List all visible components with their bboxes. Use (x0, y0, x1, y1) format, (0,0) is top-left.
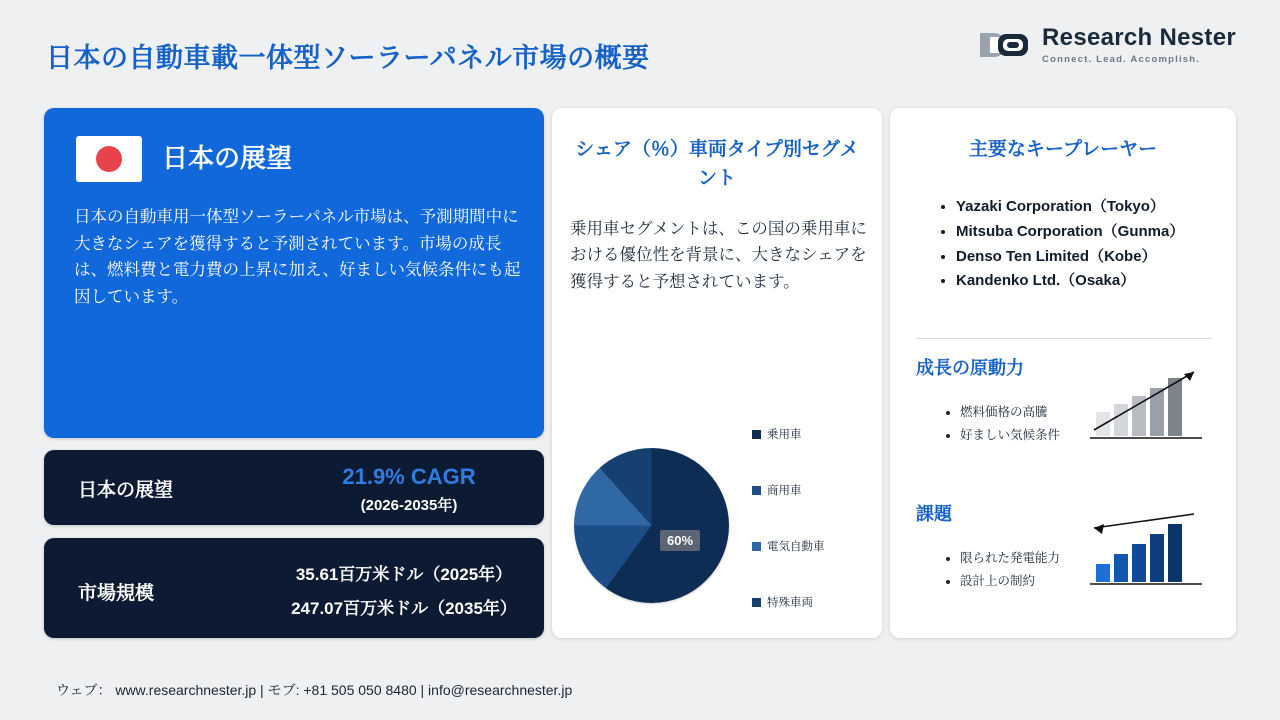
list-item: • 限られた発電能力 (960, 550, 1110, 567)
pie-graphic (574, 448, 729, 603)
list-item: • Mitsuba Corporation（Gunma） (956, 221, 1256, 243)
legend-item (752, 482, 825, 498)
challenges-title: 課題 (916, 504, 952, 524)
legend-label: 商用車 (767, 485, 802, 497)
brand-logo (976, 26, 1236, 65)
cagr-value: 21.9% CAGR (342, 464, 476, 489)
share-title: シェア（％）車両タイプ別セグメント (575, 139, 859, 189)
legend-swatch (752, 430, 761, 439)
challenges-list (920, 550, 1110, 596)
logo-name: Research Nester (1042, 24, 1236, 51)
list-item: • Denso Ten Limited（Kobe） (956, 246, 1256, 268)
list-item: • Kandenko Ltd.（Osaka） (956, 270, 1256, 292)
growth-drivers-title: 成長の原動力 (916, 358, 1024, 378)
outlook-heading: 日本の展望 (162, 143, 293, 173)
logo-tagline: Connect. Lead. Accomplish. (1042, 54, 1201, 65)
divider (916, 338, 1212, 339)
japan-outlook-card (44, 108, 544, 438)
share-segment-card (552, 108, 882, 638)
footer-contact: ウェブ： www.researchnester.jp | モブ: +81 505 050 8480 | info@researchnester.jp (56, 682, 573, 698)
legend-item (752, 426, 825, 442)
vehicle-type-pie-chart (552, 408, 882, 628)
key-players-list (916, 196, 1256, 295)
logo-mark-icon (976, 27, 1032, 63)
legend-swatch (752, 542, 761, 551)
list-item: • Yazaki Corporation（Tokyo） (956, 196, 1256, 218)
share-body: 乗用車セグメントは、この国の乗用車における優位性を背景に、大きなシェアを獲得すると予想されています。 (570, 220, 867, 291)
outlook-body: 日本の自動車用一体型ソーラーパネル市場は、予測期間中に大きなシェアを獲得すると予測されています。市場の成長は、燃料費と電力費の上昇に加え、好ましい気候条件にも起因しています。 (74, 208, 521, 307)
market-size-2025: 35.61百万米ドル（2025年） (295, 565, 513, 584)
legend-label: 乗用車 (767, 429, 802, 441)
legend-label: 電気自動車 (767, 541, 825, 553)
challenges-bar-icon (1090, 512, 1208, 592)
japan-flag-icon (76, 136, 142, 182)
list-item: • 好ましい気候条件 (960, 427, 1110, 444)
legend-item (752, 594, 825, 610)
market-size-label: 市場規模 (78, 583, 155, 604)
list-item: • 燃料価格の高騰 (960, 404, 1110, 421)
key-players-title: 主要なキープレーヤー (968, 139, 1158, 160)
cagr-card-label: 日本の展望 (78, 480, 174, 501)
page-title: 日本の自動車載一体型ソーラーパネル市場の概要 (46, 43, 650, 73)
cagr-card (44, 450, 544, 525)
market-size-2035: 247.07百万米ドル（2035年） (291, 599, 517, 618)
legend-swatch (752, 598, 761, 607)
growth-drivers-bar-icon (1090, 366, 1208, 446)
legend-swatch (752, 486, 761, 495)
list-item: • 設計上の制約 (960, 573, 1110, 590)
legend-item (752, 538, 825, 554)
key-players-card (890, 108, 1236, 638)
legend-label: 特殊車両 (767, 597, 813, 609)
growth-drivers-list (920, 404, 1110, 450)
pie-slice-label: 60% (660, 530, 700, 551)
market-size-card (44, 538, 544, 638)
pie-legend (752, 426, 825, 650)
cagr-years: (2026-2035年) (360, 497, 458, 514)
